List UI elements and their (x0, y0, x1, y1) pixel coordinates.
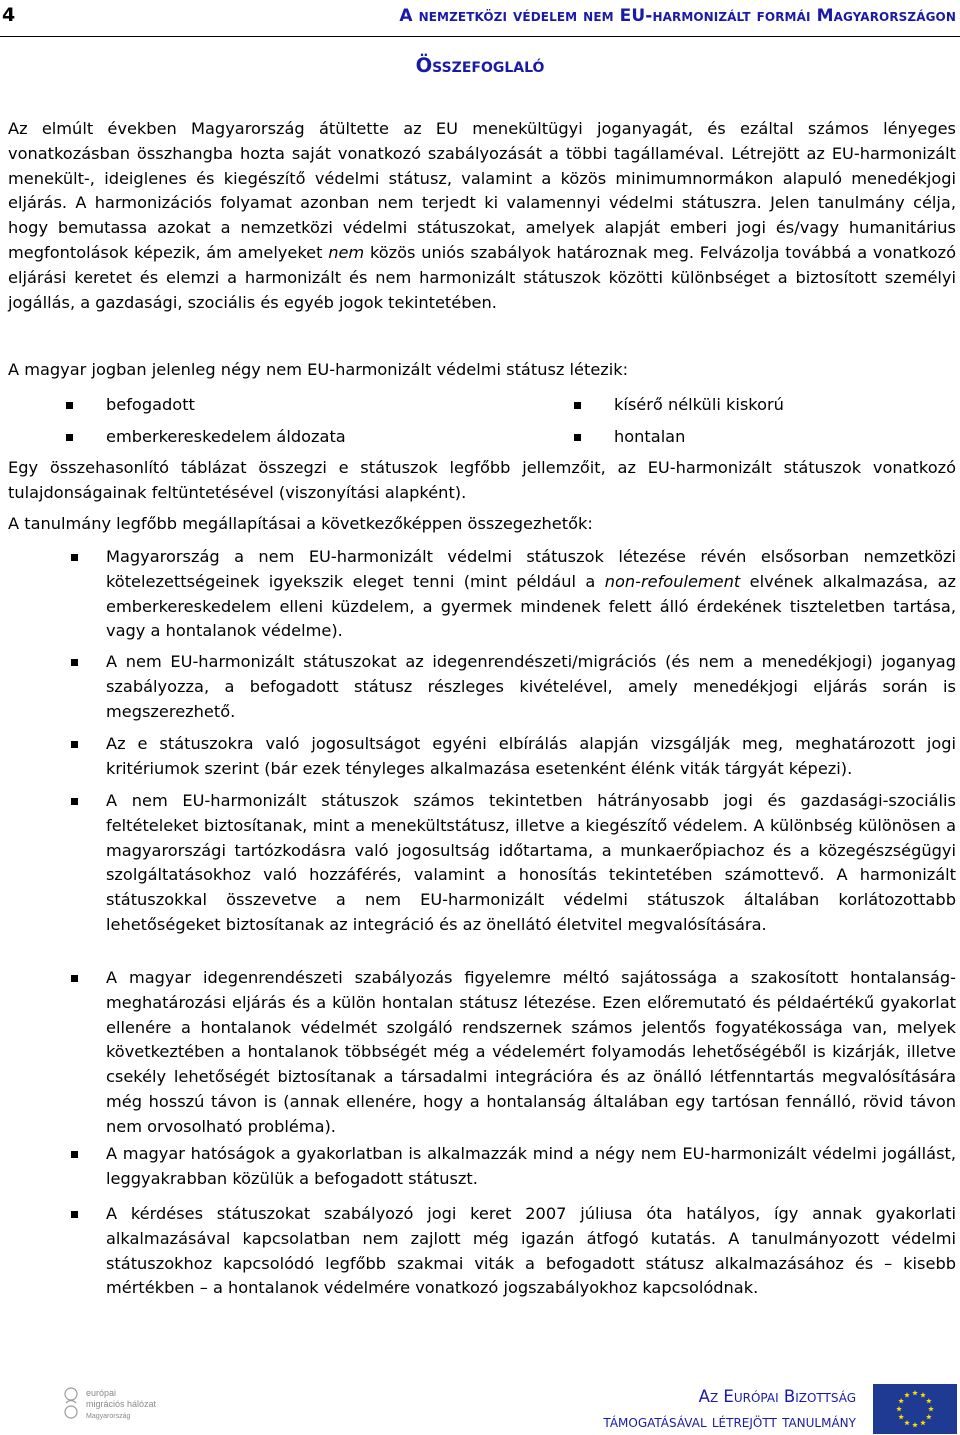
list-item: emberkereskedelem áldozata (106, 423, 346, 453)
page-number: 4 (2, 4, 16, 26)
intro-paragraph: Az elmúlt években Magyarország átültette az EU menekültügyi joganyagát, és ezáltal számos lényeges vonatkozásban összhangba hozta saját vonatkozó szabályozását a többi tagállaméval. Létrejött az EU-harmonizált menekült-, ideiglenes és kiegészítő védelmi státusz, valamint a közös minimumnormákon alapuló menedékjogi eljárás. A harmonizációs folyamat azonban nem terjedt ki valamennyi védelmi státuszra. Jelen tanulmány célja, hogy bemutassa azokat a nemzetközi védelmi státuszokat, amelyek alapját emberi jogi és/vagy humanitárius megfontolások képezik, ám amelyeket nem közös uniós szabályok határoznak meg. Felvázolja továbbá a vonatkozó eljárási keretet és elemzi a harmonizált és nem harmonizált státuszok közötti különbséget a biztosított személyi jogállás, a gazdasági, szociális és egyéb jogok tekintetében. (8, 119, 956, 312)
status-intro: A magyar jogban jelenleg négy nem EU-harmonizált védelmi státusz létezik: (8, 360, 629, 379)
square-bullet-icon (71, 798, 78, 805)
eu-flag-icon (873, 1384, 957, 1434)
running-title: A nemzetközi védelem nem EU-harmonizált formái Magyarországon (399, 6, 956, 26)
finding-item: Magyarország a nem EU-harmonizált védelmi státuszok létezése révén elsősorban nemzetközi kötelezettségeinek igyekszik eleget tenni (mint például a non-refoulement elvének alkalmazása, az emberkereskedelem elleni küzdelem, a gyermek mindenek felett álló érdekének tiszteletben tartása, vagy a hontalanok védelme). (106, 545, 956, 644)
page-header (0, 0, 960, 37)
svg-text:Magyarország: Magyarország (86, 1413, 131, 1420)
list-item: kísérő nélküli kiskorú (614, 391, 784, 421)
square-bullet-icon (71, 1151, 78, 1158)
footer-line-2: támogatásával létrejött tanulmány (603, 1412, 856, 1431)
square-bullet-icon (71, 1211, 78, 1218)
finding-item: A magyar idegenrendészeti szabályozás figyelemre méltó sajátossága a szakosított hontalanság-meghatározási eljárás és a külön hontalan státusz létezése. Ezen előremutató és példaértékű gyakorlat ellenére a hontalanok védelmét szolgáló rendszernek számos jelentős fogyatékossága van, melyek következtében a hontalanok többségét még a védelemért folyamodás lehetőségéből is kizárják, illetve csekély lehetőségét biztosítanak a társadalmi integrációra és az önálló létfenntartás megvalósítására még hosszú távon is (annak ellenére, hogy a hontalanság általában egy tartósan fennálló, rövid távon nem orvosolható probléma). (106, 966, 956, 1140)
svg-text:európai: európai (86, 1388, 117, 1398)
svg-text:migrációs hálózat: migrációs hálózat (86, 1399, 157, 1409)
square-bullet-icon (71, 554, 78, 561)
list-item: hontalan (614, 423, 685, 453)
section-title: Összefoglaló (415, 54, 545, 77)
list-item: befogadott (106, 391, 195, 421)
square-bullet-icon (66, 402, 73, 409)
finding-item: A nem EU-harmonizált státuszok számos tekintetben hátrányosabb jogi és gazdasági-szociális feltételeket biztosítanak, mint a menekültstátusz, illetve a kiegészítő védelem. A különbség különösen a magyarországi tartózkodásra való jogosultság időtartama, a munkaerőpiachoz és a közegészségügyi szolgáltatásokhoz való hozzáférés, valamint a honosítás tekintetében számottevő. A harmonizált státuszokkal összevetve a nem EU-harmonizált védelmi státuszok általában korlátozottabb lehetőségeket biztosítanak az integráció és az önellátó életvitel megvalósítására. (106, 789, 956, 938)
emn-logo-icon (62, 1382, 162, 1430)
square-bullet-icon (71, 659, 78, 666)
emphasis-nem: nem (328, 242, 365, 262)
square-bullet-icon (71, 741, 78, 748)
findings-intro: A tanulmány legfőbb megállapításai a következőképpen összegezhetők: (8, 514, 593, 533)
footer-text (603, 1384, 856, 1434)
square-bullet-icon (71, 975, 78, 982)
footer-line-1: Az Európai Bizottság (698, 1387, 856, 1406)
finding-item: A magyar hatóságok a gyakorlatban is alkalmazzák mind a négy nem EU-harmonizált védelmi jogállást, leggyakrabban közülük a befogadott státuszt. (106, 1142, 956, 1192)
square-bullet-icon (574, 434, 581, 441)
finding-item: Az e státuszokra való jogosultságot egyéni elbírálás alapján vizsgálják meg, meghatározott jogi kritériumok szerint (bár ezek tényleges alkalmazása esetenként élénk viták tárgyát képezi). (106, 732, 956, 782)
emphasis-non-refoulement: non-refoulement (604, 571, 741, 591)
finding-item: A nem EU-harmonizált státuszokat az idegenrendészeti/migrációs (és nem a menedékjogi) joganyag szabályozza, a befogadott státusz részleges kivételével, amely menedékjogi eljárás során is megszerezhető. (106, 650, 956, 724)
status-list (0, 391, 960, 451)
comparison-paragraph: Egy összehasonlító táblázat összegzi e státuszok legfőbb jellemzőit, az EU-harmonizált státuszok vonatkozó tulajdonságainak feltüntetésével (viszonyítási alapként). (8, 458, 956, 502)
square-bullet-icon (574, 402, 581, 409)
finding-item: A kérdéses státuszokat szabályozó jogi keret 2007 júliusa óta hatályos, így annak gyakorlati alkalmazásával kapcsolatban nem zajlott még igazán átfogó kutatás. A tanulmányozott védelmi státuszokhoz kapcsolódó legfőbb szakmai viták a befogadott státusz alkalmazásához és – kisebb mértékben – a hontalanok védelmére vonatkozó jogszabályokhoz kapcsolódnak. (106, 1202, 956, 1301)
square-bullet-icon (66, 434, 73, 441)
